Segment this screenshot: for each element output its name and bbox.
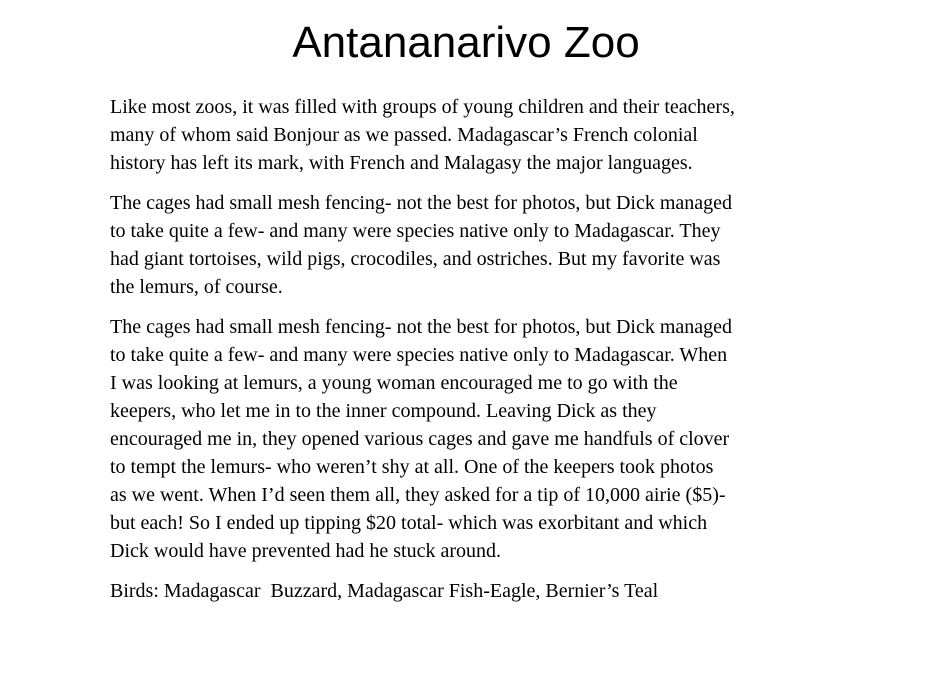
paragraph-intro bbox=[110, 93, 870, 177]
text-line: Birds: Madagascar Buzzard, Madagascar Fish-Eagle, Bernier’s Teal bbox=[110, 580, 659, 602]
text-line: but each! So I ended up tipping $20 total- which was exorbitant and which bbox=[110, 512, 708, 534]
text-line: The cages had small mesh fencing- not the best for photos, but Dick managed bbox=[110, 192, 733, 214]
document-body bbox=[110, 93, 870, 617]
text-line: as we went. When I’d seen them all, they asked for a tip of 10,000 airie ($5)- bbox=[110, 484, 726, 506]
paragraph-cages bbox=[110, 189, 870, 301]
text-line: to take quite a few- and many were species native only to Madagascar. When bbox=[110, 344, 728, 366]
text-line: to take quite a few- and many were species native only to Madagascar. They bbox=[110, 220, 721, 242]
paragraph-birds bbox=[110, 577, 870, 605]
text-line: keepers, who let me in to the inner compound. Leaving Dick as they bbox=[110, 400, 657, 422]
page-title: Antananarivo Zoo bbox=[292, 18, 640, 67]
text-line: Dick would have prevented had he stuck around. bbox=[110, 540, 501, 562]
text-line: Like most zoos, it was filled with groups of young children and their teachers, bbox=[110, 96, 735, 118]
text-line: to tempt the lemurs- who weren’t shy at all. One of the keepers took photos bbox=[110, 456, 714, 478]
text-line: had giant tortoises, wild pigs, crocodiles, and ostriches. But my favorite was bbox=[110, 248, 721, 270]
paragraph-lemurs bbox=[110, 313, 870, 565]
text-line: The cages had small mesh fencing- not the best for photos, but Dick managed bbox=[110, 316, 733, 338]
text-line: history has left its mark, with French and Malagasy the major languages. bbox=[110, 152, 693, 174]
text-line: the lemurs, of course. bbox=[110, 276, 283, 298]
text-line: encouraged me in, they opened various cages and gave me handfuls of clover bbox=[110, 428, 730, 450]
text-line: I was looking at lemurs, a young woman encouraged me to go with the bbox=[110, 372, 678, 394]
text-line: many of whom said Bonjour as we passed. Madagascar’s French colonial bbox=[110, 124, 698, 146]
